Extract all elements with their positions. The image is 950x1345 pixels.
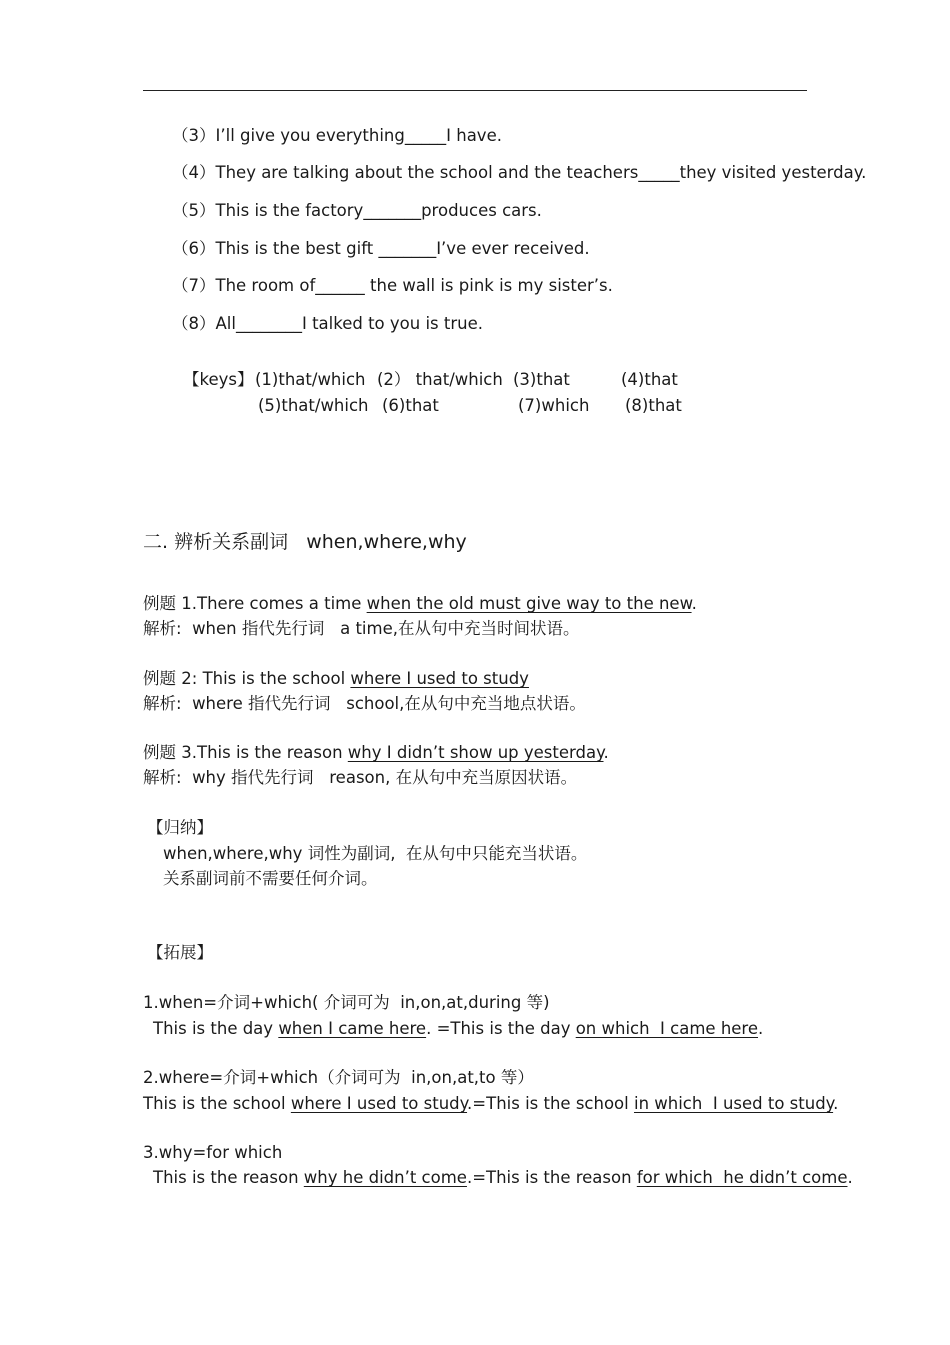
- extension-rule-2: 2.where=介词+which（介词可为 in,on,at,to 等）: [143, 1068, 534, 1087]
- section-heading: 二. 辨析关系副词 when,where,why: [143, 531, 467, 553]
- key-1: (1)that/which: [255, 370, 366, 389]
- key-2: (2） that/which: [377, 370, 503, 389]
- example-3: 例题 3.This is the reason why I didn’t show up yesterday.: [143, 743, 609, 762]
- key-6: (6)that: [382, 396, 439, 415]
- key-7: (7)which: [518, 396, 590, 415]
- extension-example-2: This is the school where I used to study.=This is the school in which I used to study.: [143, 1094, 839, 1113]
- example-1: 例题 1.There comes a time when the old must give way to the new.: [143, 594, 697, 613]
- key-5: (5)that/which: [258, 396, 369, 415]
- extension-example-1: This is the day when I came here. =This is the day on which I came here.: [153, 1019, 764, 1038]
- key-8: (8)that: [625, 396, 682, 415]
- analysis-1: 解析: when 指代先行词 a time,在从句中充当时间状语。: [143, 619, 580, 638]
- exercise-8: （8）All________I talked to you is true.: [172, 314, 483, 333]
- key-3: (3)that: [513, 370, 570, 389]
- summary-line-1: when,where,why 词性为副词, 在从句中只能充当状语。: [163, 844, 588, 863]
- analysis-3: 解析: why 指代先行词 reason, 在从句中充当原因状语。: [143, 768, 578, 787]
- key-4: (4)that: [621, 370, 678, 389]
- header-rule: [143, 90, 807, 91]
- exercise-7: （7）The room of______ the wall is pink is my sister’s.: [172, 276, 613, 295]
- example-2: 例题 2: This is the school where I used to study: [143, 669, 529, 688]
- extension-rule-3: 3.why=for which: [143, 1143, 283, 1162]
- extension-label: 【拓展】: [147, 943, 213, 962]
- extension-example-3: This is the reason why he didn’t come.=This is the reason for which he didn’t come.: [153, 1168, 853, 1187]
- extension-rule-1: 1.when=介词+which( 介词可为 in,on,at,during 等): [143, 993, 550, 1012]
- exercise-3: （3）I’ll give you everything_____I have.: [172, 126, 502, 145]
- exercise-5: （5）This is the factory_______produces cars.: [172, 201, 542, 220]
- summary-label: 【归纳】: [147, 818, 213, 837]
- exercise-6: （6）This is the best gift _______I’ve ever received.: [172, 239, 590, 258]
- summary-line-2: 关系副词前不需要任何介词。: [163, 869, 378, 888]
- exercise-4: （4）They are talking about the school and the teachers_____they visited yesterday.: [172, 163, 867, 182]
- keys-label: 【keys】: [183, 370, 254, 389]
- analysis-2: 解析: where 指代先行词 school,在从句中充当地点状语。: [143, 694, 586, 713]
